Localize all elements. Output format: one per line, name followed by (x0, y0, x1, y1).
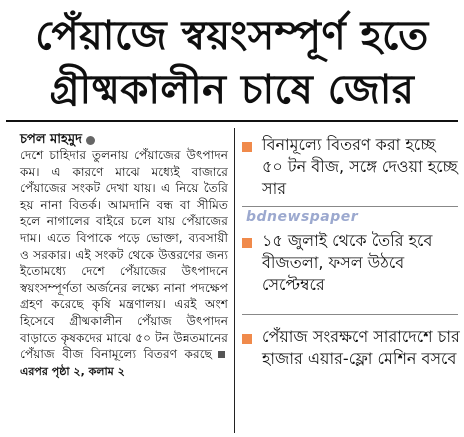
watermark: bdnewspaper (246, 209, 359, 225)
story-body (20, 147, 228, 380)
byline-bullet-icon (86, 136, 95, 145)
highlight-divider-1 (242, 206, 458, 207)
column-divider (234, 128, 235, 433)
highlight-text-2: ১৫ জুলাই থেকে তৈরি হবে বীজতলা, ফসল উঠবে সেপ্টেম্বরে (262, 231, 433, 294)
continued-note: এরপর পৃষ্ঠা ২, কলাম ২ (20, 364, 125, 378)
continued-square-icon (218, 351, 225, 358)
highlight-divider-2 (242, 314, 458, 315)
highlight-item-1 (242, 134, 460, 200)
highlight-text-3: পেঁয়াজ সংরক্ষণে সারাদেশে চার হাজার এয়ার-ফ্লো মেশিন বসবে (262, 327, 460, 368)
headline-line-1: পেঁয়াজে স্বয়ংসম্পূর্ণ হতে (35, 13, 429, 59)
orange-square-icon (242, 238, 252, 248)
orange-square-icon (242, 142, 252, 152)
highlight-item-2 (242, 230, 460, 296)
headline-line-2: গ্রীষ্মকালীন চাষে জোর (49, 67, 415, 113)
orange-square-icon (242, 334, 252, 344)
headline-rule (6, 120, 458, 122)
highlight-item-3 (242, 326, 460, 370)
byline-name: চপল মাহমুদ (20, 132, 82, 147)
highlight-text-1: বিনামূল্যে বিতরণ করা হচ্ছে ৫০ টন বীজ, সঙ্গে দেওয়া হচ্ছে সার (262, 135, 458, 198)
story-text: দেশে চাহিদার তুলনায় পেঁয়াজের উৎপাদন কম। এ কারণে মাঝে মধ্যেই বাজারে পেঁয়াজের সংকট দেখা যায়। এ নিয়ে তৈরি হয় নানা বিতর্ক। আমদানি বন্ধ বা সীমিত হলে নাগালের বাইরে চলে যায় পেঁয়াজের দাম। এতে বিপাকে পড়ে ভোক্তা, ব্যবসায়ী ও সরকার। এই সংকট থেকে উত্তরণের জন্য ইতোমধ্যে দেশে পেঁয়াজের উৎপাদনে স্বয়ংসম্পূর্ণতা অর্জনের লক্ষ্যে নানা পদক্ষেপ গ্রহণ করেছে কৃষি মন্ত্রণালয়। এরই অংশ হিসেবে গ্রীষ্মকালীন পেঁয়াজ উৎপাদন বাড়াতে কৃষকদের মাঝে ৫০ টন উন্নতমানের পেঁয়াজ বীজ বিনামূল্যে বিতরণ করছে (20, 148, 228, 362)
